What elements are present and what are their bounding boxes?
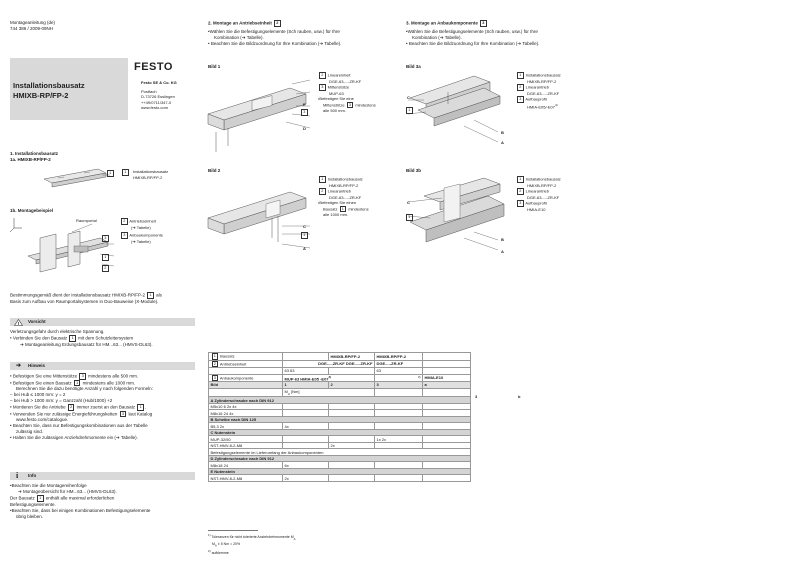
fastening-table xyxy=(208,352,471,482)
bild3a-figure xyxy=(404,70,512,150)
table-section: C Nutenstein xyxy=(209,429,471,436)
bild1-label: Bild 1 xyxy=(208,64,221,69)
bild3b-legend: 1 Installationsbausatz HMIXB-RP/FP-2 2 Linearantrieb DGE-63-...-ZR-KF 3 Aufbauprofil HMIA-E10 xyxy=(516,176,561,212)
section-1b-heading: 1b. Montagebeispiel xyxy=(10,208,54,213)
info-icon: i xyxy=(16,471,19,480)
drive-unit-callout: 2 Antriebseinheit (➔ Tabelle) xyxy=(120,218,156,230)
doc-reference: Montageanleitung (de) 744 386 / 2009-09NH xyxy=(10,20,56,31)
bild3b-num-1: 1 xyxy=(405,214,414,221)
section-1-heading: 1. Installationsbausatz xyxy=(10,151,59,156)
bild1-letter-e: E xyxy=(303,102,306,107)
table-row: NST-HMV-8-2-M8 2x xyxy=(209,475,471,482)
bild3b-letter-c: C xyxy=(407,200,410,205)
bild3a-legend: 1 Installationsbausatz HMIXB-RP/FP-2 2 Linearantrieb DGE-63-...-ZR-KF 3 Aufbauprofil HMIA-E05/-E07$^{4)}$ xyxy=(516,72,561,109)
bild3a-letter-c: C xyxy=(407,95,410,100)
bild-col-b: b xyxy=(518,394,521,399)
table-section: B Scheibe nach DIN 125 xyxy=(209,416,471,423)
kit-figure xyxy=(40,165,110,191)
section-3: 3. Montage an Anbaukomponente 3 •Wählen Sie die Befestigungselemente (Sch rauben, usw.) für Ihre Kombination (➔ Tabelle). • Beachten Sie die Bildzuordnung für Ihre Kombination (➔ Tabelle). xyxy=(406,20,540,46)
svg-text:!: ! xyxy=(17,320,20,326)
kit-callout: 1 Installationsbausatz HMIXB-RP/FP-2 xyxy=(121,169,130,176)
callout-1-number: 1 xyxy=(106,170,115,177)
bild2-label: Bild 2 xyxy=(208,168,221,173)
table-row: M8x16 24 4x xyxy=(209,410,471,417)
fig-callout-3: 3 xyxy=(101,235,110,242)
footnote-rule xyxy=(208,530,258,531)
warning-icon xyxy=(14,319,23,326)
bild2-figure xyxy=(206,174,314,256)
table-row: $M_A$ [Nm] xyxy=(209,388,471,397)
bild3b-letter-a: A xyxy=(501,249,504,254)
bild2-legend: 1 Installationsbausatz HMIXB-RP/FP-2 2 Linearantrieb DGE-63-...-ZR-KF •Befestigen Sie einen Bausatz 1 mindestens alle 1000 mm. xyxy=(318,176,369,217)
table-row: M5x10 6 2x 4x xyxy=(209,403,471,410)
bild3a-letter-a: A xyxy=(501,140,504,145)
festo-logo: FESTO xyxy=(134,61,173,73)
table-row: Bild 1 2 3 a xyxy=(209,382,471,389)
title-box xyxy=(10,58,128,120)
footnotes: $^{1)}$ Toleranzen für nicht tolerierte Anziehdrehmomente $M_A$ $M_A \pm 5$ Nm = 20% $^{2)}$ aufklemme xyxy=(208,533,296,555)
bild2-num-1: 1 xyxy=(300,232,309,239)
table-row: 1 Bausatz HMIXB-RP/FP-2 HMIXB-RP/FP-2 xyxy=(209,353,471,361)
section-2: 2. Montage an Antriebseinheit 2 •Wählen Sie die Befestigungselemente (Sch rauben, usw.) für Ihre Kombination (➔ Tabelle). • Beachten Sie die Bildzuordnung für Ihre Kombination (➔ Tabelle). xyxy=(208,20,342,46)
bild1-letter-d: D xyxy=(303,126,306,131)
fig-callout-2: 2 xyxy=(101,265,110,272)
fig-callout-1: 1 xyxy=(101,254,110,261)
bild3a-num-1: 1 xyxy=(405,107,414,114)
bild3a-label: Bild 3a xyxy=(406,64,421,69)
assembly-example-figure xyxy=(10,216,115,278)
table-row: B5,3 2x 4x xyxy=(209,423,471,430)
bild1-num-3: 3 xyxy=(300,109,309,116)
note-box: ➔ Hinweis • Befestigen Sie eine Mittenstütze 3 mindestens alle 500 mm. • Befestigen Sie einen Bausatz 1 mindestens alle 1000 mm. Berechnen Sie die dazu benötigte Anzahl y nach folgenden Formeln: – bei Hub ≤ 1000 mm: y = 2 – bei Hub > 1000 mm: y = Ganzzahl (Hub/1000) +2 • Montieren Sie die Antriebe 2 immer zuerst an den Bausatz 1 . • Verwenden Sie nur zulässige Energieführungsketten 3 laut Katalog www.festo.com/catalogue. • Beachten Sie, dass nur Befestigungskombinationen aus der Tabelle zulässig sind. • Halten Sie die zulässigen Anziehdrehmomente ein (➔ Tabelle). xyxy=(10,362,195,441)
intended-use-text: Bestimmungsgemäß dient der Installationsbausatz HMIXB-RP/FP-2 1 als Basis zum Aufbau von Raumportalsystemen in Duo-Bauweise (X-Module). xyxy=(10,292,162,304)
info-box: i Info •Beachten Sie die Montagereihenfolge ➔ Montageübersicht für HM...63... (HMVS-DL63). Der Bausatz 1 enthält alle maximal erforderlichen Befestigungselemente. •Beachten Sie, dass bei einigen Kombinationen Befestigungselemente übrig bleiben. xyxy=(10,472,195,520)
page-title: Installationsbausatz HMIXB-RP/FP-2 xyxy=(13,81,85,100)
bild3a-letter-b: B xyxy=(501,130,504,135)
table-row: 63 63 63 xyxy=(209,368,471,375)
table-row: MUP-32/50 1x 2x xyxy=(209,436,471,443)
table-section: D Zylinderschraube nach DIN 912 xyxy=(209,455,471,462)
bild1-legend: 2 Lineareinheit DGE-63-...-ZR-KF 3 Mittenstütze MUP-63 •Befestigen Sie eine Mittenstütze 3 mindestens alle 500 mm. xyxy=(318,72,376,113)
section-1a-heading: 1a. HMIXB-RP/FP-2 xyxy=(10,157,51,162)
bild3b-label: Bild 3b xyxy=(406,168,422,173)
arrow-icon: ➔ xyxy=(16,363,22,369)
table-row: Befestigungselemente im Lieferumfang der Anbaukomponenten xyxy=(209,449,471,456)
company-address: Festo SE & Co. KG Postfach D-73726 Esslingen ++49/0711/347-0 www.festo.com xyxy=(141,80,177,110)
table-section: E Nutenstein xyxy=(209,468,471,475)
bild3b-letter-b: B xyxy=(501,237,504,242)
caution-box: ! Vorsicht Verletzungsgefahr durch elektrische Spannung. • Verbinden Sie den Bausatz 1 mit dem Schutzleitersystem ➔ Montageanleitung Erdungsbausatz für HM...63... (HMVS-DL63). xyxy=(10,318,195,348)
table-row: 3 Anbaukomponente MUP-63 HMIA-E05 -E07$^{3)}$ $^{3)}$ HMIA-E10 xyxy=(209,374,471,382)
table-row: M8x18 24 6x xyxy=(209,462,471,469)
table-row: NST-HMV-8-2-M8 2x xyxy=(209,442,471,449)
bild3b-figure xyxy=(404,174,512,258)
component-callout: 3 Anbaukomponente (➔ Tabelle) xyxy=(120,232,163,244)
raumportal-label: Raumportal xyxy=(76,218,97,223)
table-section: A Zylinderschraube nach DIN 912 xyxy=(209,397,471,404)
bild1-figure xyxy=(206,70,314,154)
table-row: 2 Antriebseinheit DGE-...-ZR-KF DGE-...-ZR-KF DGE-...-ZR-KF xyxy=(209,360,471,368)
bild2-letter-a: A xyxy=(303,246,306,251)
bild-col-3: 3 xyxy=(475,394,478,399)
bild2-letter-c: C xyxy=(303,224,306,229)
brand-panel xyxy=(128,58,184,120)
